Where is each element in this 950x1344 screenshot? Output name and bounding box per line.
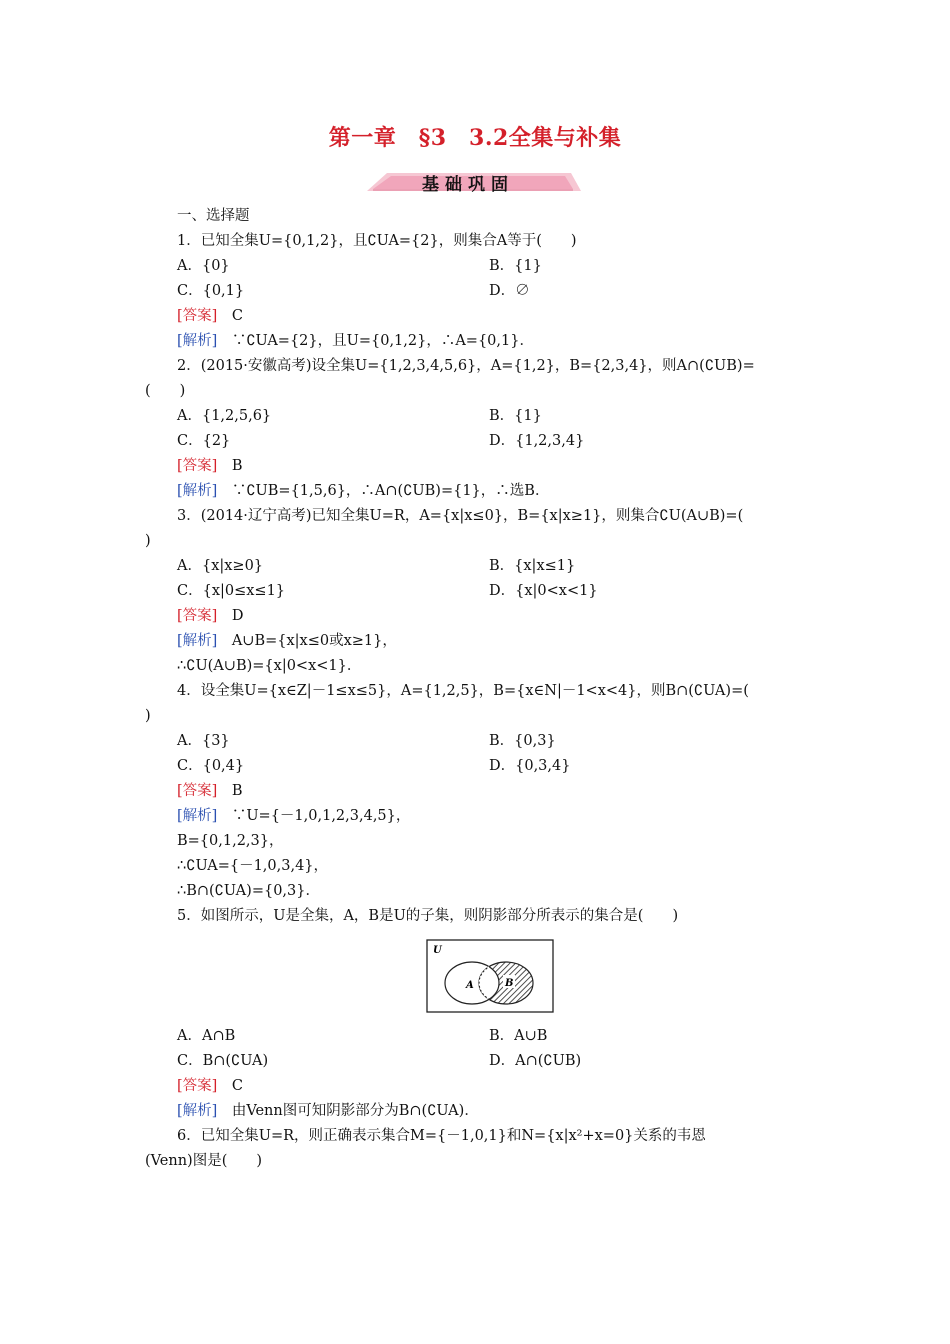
- explanation-tag: [解析]: [177, 1103, 218, 1119]
- answer-value: C: [231, 308, 243, 324]
- venn-diagram-svg: [426, 939, 554, 1013]
- explanation-tag: [解析]: [177, 333, 218, 349]
- question-1-explanation: [177, 331, 534, 351]
- universe-label: U: [433, 945, 442, 956]
- answer-value: D: [231, 608, 244, 624]
- question-4-stem: 4．设全集U={x∈Z|－1≤x≤5}，A={1,2,5}，B={x∈N|－1<x<4}，则B∩(∁UA)=(: [177, 683, 749, 699]
- question-3-option-d: D．{x|0<x<1}: [489, 583, 598, 599]
- question-4-option-a: A．{3}: [177, 733, 230, 749]
- question-5-explanation: [177, 1101, 479, 1121]
- question-3-stem-cont: ): [145, 533, 151, 549]
- question-1-answer: [177, 306, 243, 326]
- question-3-option-c: C．{x|0≤x≤1}: [177, 583, 286, 599]
- question-2-explanation: [177, 481, 549, 501]
- question-5-option-c: C．B∩(∁UA): [177, 1053, 269, 1069]
- question-4-explanation-line-4: ∴B∩(∁UA)={0,3}．: [177, 883, 320, 899]
- question-1-stem: 1．已知全集U={0,1,2}，且∁UA={2}，则集合A等于( ): [177, 233, 577, 249]
- question-6-stem-cont: (Venn)图是( ): [145, 1153, 263, 1169]
- question-3-explanation-line-2: ∴∁U(A∪B)={x|0<x<1}．: [177, 658, 362, 674]
- explanation-text: A∪B={x|x≤0或x≥1}，: [231, 633, 397, 649]
- section-banner-label: 基础巩固: [422, 175, 514, 195]
- set-a-label: A: [466, 980, 474, 991]
- question-2-option-b: B．{1}: [489, 408, 542, 424]
- answer-value: C: [231, 1078, 243, 1094]
- venn-diagram-figure: [426, 939, 554, 1013]
- explanation-tag: [解析]: [177, 633, 218, 649]
- explanation-text: ∵U={－1,0,1,2,3,4,5}，: [231, 808, 411, 824]
- page-title: 第一章 §3 3.2全集与补集: [328, 125, 622, 151]
- question-2-stem-cont: ( ): [145, 383, 186, 399]
- question-3-option-a: A．{x|x≥0}: [177, 558, 264, 574]
- question-2-option-d: D．{1,2,3,4}: [489, 433, 585, 449]
- question-3-stem: 3．(2014·辽宁高考)已知全集U=R，A={x|x≤0}，B={x|x≥1}，则集合∁U(A∪B)=(: [177, 508, 744, 524]
- question-1-option-b: B．{1}: [489, 258, 542, 274]
- question-6-stem: 6．已知全集U=R，则正确表示集合M={－1,0,1}和N={x|x²+x=0}关系的韦恩: [177, 1128, 706, 1144]
- section-banner: [363, 169, 583, 195]
- question-3-explanation: [177, 631, 397, 651]
- answer-tag: [答案]: [177, 1078, 218, 1094]
- question-4-explanation-line-3: ∴∁UA={－1,0,3,4}，: [177, 858, 329, 874]
- question-4-explanation-line-2: B={0,1,2,3}，: [177, 833, 284, 849]
- question-4-explanation: [177, 806, 410, 826]
- question-5-answer: [177, 1076, 243, 1096]
- question-4-answer: [177, 781, 242, 801]
- answer-tag: [答案]: [177, 308, 218, 324]
- explanation-text: 由Venn图可知阴影部分为B∩(∁UA)．: [231, 1103, 479, 1119]
- question-5-option-a: A．A∩B: [177, 1028, 236, 1044]
- question-3-answer: [177, 606, 243, 626]
- question-4-option-b: B．{0,3}: [489, 733, 556, 749]
- answer-tag: [答案]: [177, 783, 218, 799]
- answer-value: B: [231, 458, 243, 474]
- explanation-text: ∵∁UB={1,5,6}，∴A∩(∁UB)={1}，∴选B．: [231, 483, 550, 499]
- explanation-text: ∵∁UA={2}，且U={0,1,2}，∴A={0,1}．: [231, 333, 534, 349]
- question-4-option-c: C．{0,4}: [177, 758, 245, 774]
- question-5-option-b: B．A∪B: [489, 1028, 548, 1044]
- answer-value: B: [231, 783, 243, 799]
- question-2-option-c: C．{2}: [177, 433, 231, 449]
- question-5-option-d: D．A∩(∁UB): [489, 1053, 582, 1069]
- question-1-option-c: C．{0,1}: [177, 283, 245, 299]
- explanation-tag: [解析]: [177, 808, 218, 824]
- question-2-answer: [177, 456, 242, 476]
- question-4-option-d: D．{0,3,4}: [489, 758, 571, 774]
- answer-tag: [答案]: [177, 458, 218, 474]
- question-4-stem-cont: ): [145, 708, 151, 724]
- answer-tag: [答案]: [177, 608, 218, 624]
- set-b-label: B: [505, 978, 514, 989]
- question-5-stem: 5．如图所示，U是全集，A，B是U的子集，则阴影部分所表示的集合是( ): [177, 908, 679, 924]
- question-1-option-a: A．{0}: [177, 258, 230, 274]
- explanation-tag: [解析]: [177, 483, 218, 499]
- question-1-option-d: D．∅: [489, 283, 530, 299]
- question-3-option-b: B．{x|x≤1}: [489, 558, 576, 574]
- question-2-stem: 2．(2015·安徽高考)设全集U={1,2,3,4,5,6}，A={1,2}，B={2,3,4}，则A∩(∁UB)=: [177, 358, 755, 374]
- section-heading: 一、选择题: [177, 208, 250, 224]
- question-2-option-a: A．{1,2,5,6}: [177, 408, 272, 424]
